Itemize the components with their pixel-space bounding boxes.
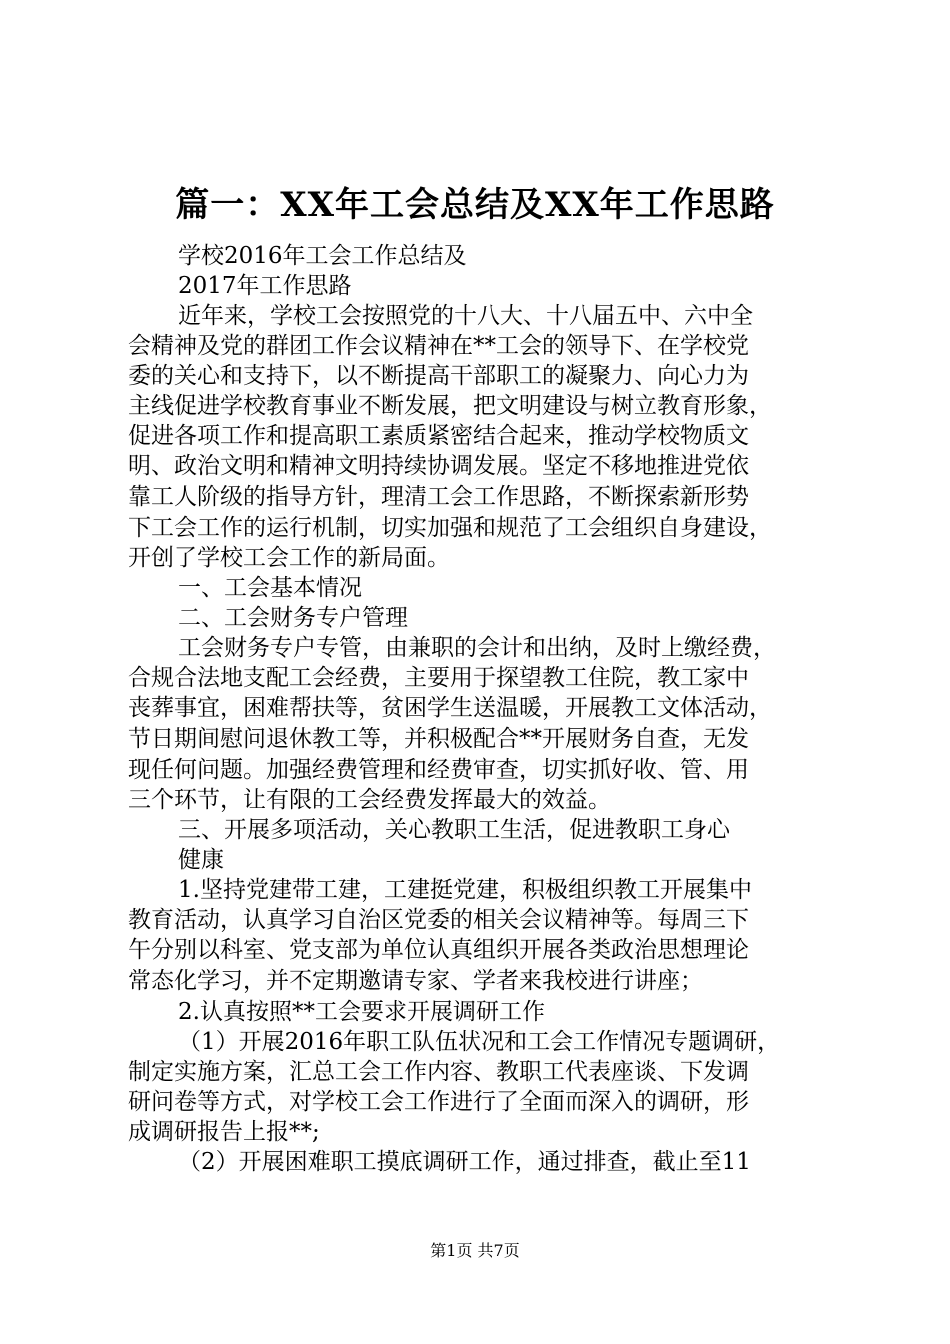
paragraph-line: 合规合法地支配工会经费，主要用于探望教工住院，教工家中	[128, 665, 749, 691]
paragraph-line: 主线促进学校教育事业不断发展，把文明建设与树立教育形象，	[128, 393, 772, 419]
section-heading: 二、工会财务专户管理	[178, 605, 408, 631]
paragraph-line: （1）开展2016年职工队伍状况和工会工作情况专题调研，	[178, 1029, 781, 1055]
paragraph-line: 现任何问题。加强经费管理和经费审查，切实抓好收、管、用	[128, 757, 749, 783]
paragraph-line: 教育活动，认真学习自治区党委的相关会议精神等。每周三下	[128, 907, 749, 933]
paragraph-line: 靠工人阶级的指导方针，理清工会工作思路，不断探索新形势	[128, 484, 749, 510]
paragraph-line: 委的关心和支持下，以不断提高干部职工的凝聚力、向心力为	[128, 363, 749, 389]
section-heading: 健康	[178, 847, 224, 873]
paragraph-line: 丧葬事宜，困难帮扶等，贫困学生送温暖，开展教工文体活动，	[128, 695, 772, 721]
section-heading: 三、开展多项活动，关心教职工生活，促进教职工身心	[178, 817, 730, 843]
paragraph-line: 午分别以科室、党支部为单位认真组织开展各类政治思想理论	[128, 937, 749, 963]
paragraph-line: 近年来，学校工会按照党的十八大、十八届五中、六中全	[178, 303, 753, 329]
page-footer: 第1页 共7页	[430, 1241, 520, 1260]
paragraph-line: 研问卷等方式，对学校工会工作进行了全面而深入的调研，形	[128, 1089, 749, 1115]
paragraph-line: 1.坚持党建带工建，工建挺党建，积极组织教工开展集中	[178, 877, 752, 903]
paragraph-line: 会精神及党的群团工作会议精神在**工会的领导下、在学校党	[128, 333, 749, 359]
paragraph-line: 下工会工作的运行机制，切实加强和规范了工会组织自身建设，	[128, 515, 772, 541]
paragraph-line: 明、政治文明和精神文明持续协调发展。坚定不移地推进党依	[128, 453, 749, 479]
paragraph-line: 常态化学习，并不定期邀请专家、学者来我校进行讲座；	[128, 968, 703, 994]
paragraph-line: 学校2016年工会工作总结及	[178, 243, 467, 269]
paragraph-line: 成调研报告上报**;	[128, 1119, 320, 1145]
paragraph-line: 2017年工作思路	[178, 273, 352, 299]
paragraph-line: 促进各项工作和提高职工素质紧密结合起来，推动学校物质文	[128, 423, 749, 449]
paragraph-line: 2.认真按照**工会要求开展调研工作	[178, 999, 545, 1025]
document-title: 篇一：XX年工会总结及XX年工作思路	[175, 185, 775, 225]
paragraph-line: 开创了学校工会工作的新局面。	[128, 545, 450, 571]
paragraph-line: 三个环节，让有限的工会经费发挥最大的效益。	[128, 787, 611, 813]
section-heading: 一、工会基本情况	[178, 575, 362, 601]
paragraph-line: 节日期间慰问退休教工等，并积极配合**开展财务自查，无发	[128, 726, 749, 752]
paragraph-line: 制定实施方案，汇总工会工作内容、教职工代表座谈、下发调	[128, 1059, 749, 1085]
paragraph-line: 工会财务专户专管，由兼职的会计和出纳，及时上缴经费，	[178, 635, 776, 661]
paragraph-line: （2）开展困难职工摸底调研工作，通过排查，截止至11	[178, 1149, 751, 1175]
